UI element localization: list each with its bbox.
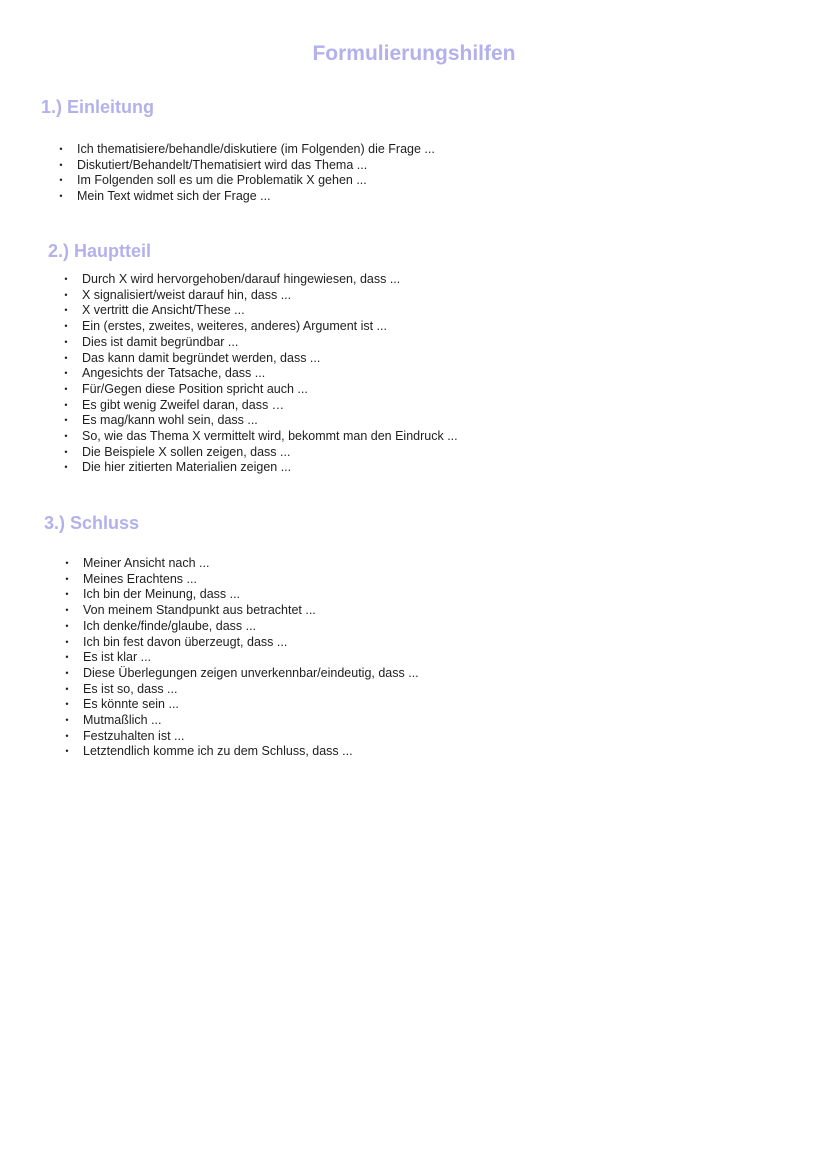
bullet-dot-icon: • — [64, 446, 68, 457]
bullet-dot-icon: • — [59, 191, 63, 202]
list-item-text: Dies ist damit begründbar ... — [82, 334, 239, 349]
list-item-text: Diskutiert/Behandelt/Thematisiert wird das Thema ... — [77, 157, 368, 172]
list-item — [62, 366, 458, 382]
bullet-dot-icon: • — [65, 746, 69, 757]
list-item-text: Es könnte sein ... — [83, 697, 179, 712]
bullet-dot-icon: • — [65, 715, 69, 726]
list-item — [62, 445, 458, 461]
section-heading-einleitung: 1.) Einleitung — [41, 97, 155, 117]
list-item — [63, 744, 419, 760]
list-item — [63, 650, 419, 666]
bullet-dot-icon: • — [64, 305, 68, 316]
list-item-text: Ich bin der Meinung, dass ... — [83, 587, 241, 602]
list-item — [62, 319, 458, 335]
list-item — [62, 398, 458, 414]
list-item-text: Es gibt wenig Zweifel daran, dass … — [82, 397, 285, 412]
list-item-text: Ich denke/finde/glaube, dass ... — [83, 618, 257, 633]
list-item — [63, 697, 419, 713]
bullet-dot-icon: • — [59, 175, 63, 186]
list-item — [57, 158, 435, 174]
list-item — [63, 635, 419, 651]
list-item — [62, 413, 458, 429]
list-item — [63, 666, 419, 682]
bullet-dot-icon: • — [64, 462, 68, 473]
bullet-dot-icon: • — [65, 683, 69, 694]
list-item — [63, 603, 419, 619]
section-heading-hauptteil: 2.) Hauptteil — [48, 241, 152, 261]
list-item-text: Von meinem Standpunkt aus betrachtet ... — [83, 603, 316, 618]
list-item-text: Mein Text widmet sich der Frage ... — [77, 189, 271, 204]
list-item — [63, 729, 419, 745]
list-item — [62, 335, 458, 351]
bullet-dot-icon: • — [65, 589, 69, 600]
list-item — [62, 351, 458, 367]
list-item-text: Ich bin fest davon überzeugt, dass ... — [83, 634, 288, 649]
list-item — [57, 142, 435, 158]
list-item-text: Es ist so, dass ... — [83, 681, 178, 696]
list-item-text: Ein (erstes, zweites, weiteres, anderes) Argument ist ... — [82, 319, 387, 334]
list-item — [62, 382, 458, 398]
list-item — [62, 429, 458, 445]
list-item-text: Meines Erachtens ... — [83, 571, 197, 586]
page-title: Formulierungshilfen — [312, 42, 516, 65]
list-item-text: Die Beispiele X sollen zeigen, dass ... — [82, 444, 291, 459]
list-item-text: Das kann damit begründet werden, dass ... — [82, 350, 321, 365]
list-item-text: Es mag/kann wohl sein, dass ... — [82, 413, 258, 428]
list-item — [62, 288, 458, 304]
list-item-text: Mutmaßlich ... — [83, 713, 162, 728]
einleitung-list — [57, 142, 435, 205]
list-item-text: X vertritt die Ansicht/These ... — [82, 303, 245, 318]
bullet-dot-icon: • — [65, 573, 69, 584]
list-item-text: Letztendlich komme ich zu dem Schluss, dass ... — [83, 744, 353, 759]
bullet-dot-icon: • — [64, 352, 68, 363]
hauptteil-list — [62, 272, 458, 476]
bullet-dot-icon: • — [65, 558, 69, 568]
bullet-dot-icon: • — [65, 652, 69, 663]
bullet-dot-icon: • — [59, 159, 63, 170]
bullet-dot-icon: • — [65, 667, 69, 678]
bullet-dot-icon: • — [64, 336, 68, 347]
list-item — [63, 572, 419, 588]
bullet-dot-icon: • — [64, 431, 68, 442]
list-item — [63, 556, 419, 572]
list-item-text: Für/Gegen diese Position spricht auch ... — [82, 381, 308, 396]
list-item — [63, 587, 419, 603]
bullet-dot-icon: • — [59, 144, 63, 154]
bullet-dot-icon: • — [65, 605, 69, 616]
bullet-dot-icon: • — [65, 730, 69, 741]
bullet-dot-icon: • — [64, 415, 68, 426]
list-item-text: Festzuhalten ist ... — [83, 728, 185, 743]
list-item — [62, 460, 458, 476]
list-item — [63, 682, 419, 698]
bullet-dot-icon: • — [65, 699, 69, 710]
bullet-dot-icon: • — [65, 620, 69, 631]
list-item — [62, 272, 458, 288]
list-item-text: X signalisiert/weist darauf hin, dass ... — [82, 287, 292, 302]
bullet-dot-icon: • — [64, 321, 68, 332]
list-item — [63, 713, 419, 729]
list-item — [63, 619, 419, 635]
bullet-dot-icon: • — [65, 636, 69, 647]
list-item-text: Es ist klar ... — [83, 650, 152, 665]
list-item-text: Angesichts der Tatsache, dass ... — [82, 366, 266, 381]
list-item-text: Die hier zitierten Materialien zeigen ... — [82, 460, 292, 475]
section-heading-schluss: 3.) Schluss — [44, 513, 140, 533]
bullet-dot-icon: • — [64, 289, 68, 300]
list-item-text: Meiner Ansicht nach ... — [83, 556, 210, 570]
list-item — [57, 189, 435, 205]
list-item-text: So, wie das Thema X vermittelt wird, bekommt man den Eindruck ... — [82, 429, 458, 444]
bullet-dot-icon: • — [64, 383, 68, 394]
list-item-text: Durch X wird hervorgehoben/darauf hingewiesen, dass ... — [82, 272, 401, 286]
list-item — [62, 303, 458, 319]
bullet-dot-icon: • — [64, 399, 68, 410]
list-item-text: Ich thematisiere/behandle/diskutiere (im Folgenden) die Frage ... — [77, 142, 435, 156]
schluss-list — [63, 556, 419, 760]
list-item-text: Diese Überlegungen zeigen unverkennbar/eindeutig, dass ... — [83, 665, 419, 680]
bullet-dot-icon: • — [64, 274, 68, 284]
list-item — [57, 173, 435, 189]
bullet-dot-icon: • — [64, 368, 68, 379]
list-item-text: Im Folgenden soll es um die Problematik X gehen ... — [77, 173, 367, 188]
